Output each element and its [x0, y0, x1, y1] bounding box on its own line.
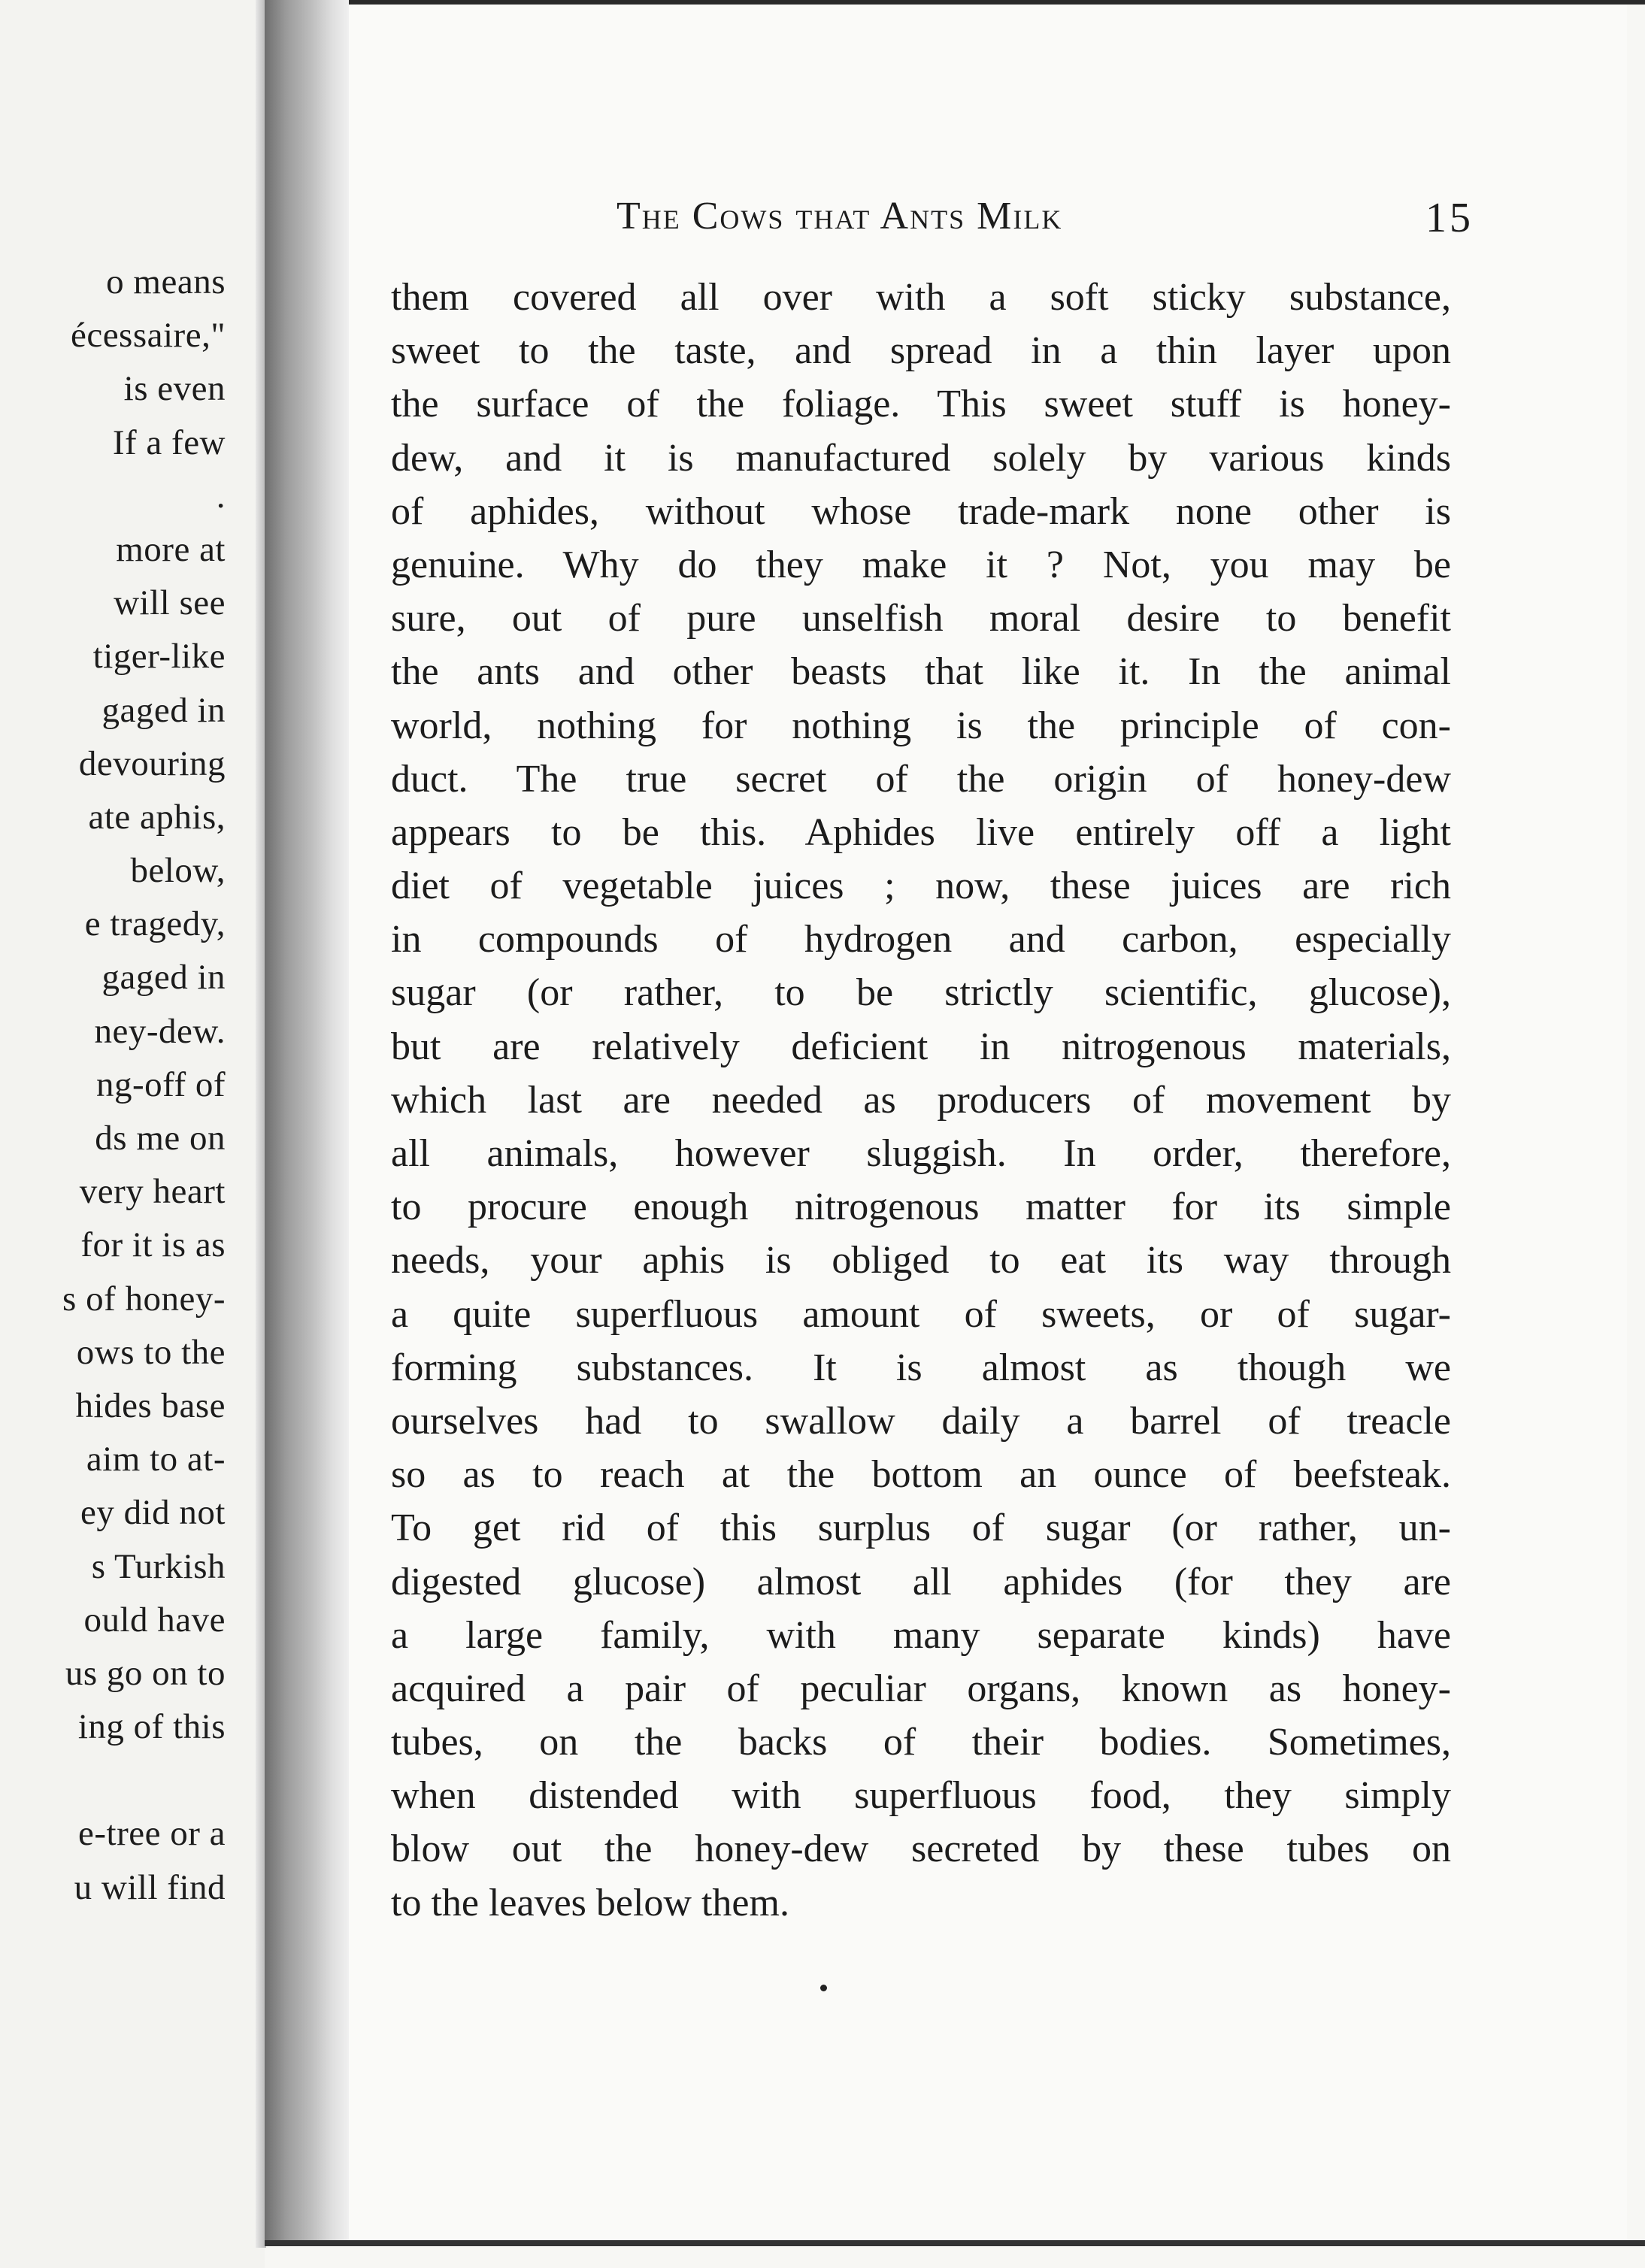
- left-page-line: ate aphis,: [88, 797, 226, 837]
- body-line: sugar (or rather, to be strictly scientific, glucose),: [391, 971, 1451, 1015]
- body-line: them covered all over with a soft sticky substance,: [391, 276, 1451, 319]
- left-page-line: écessaire,": [70, 316, 226, 356]
- left-page: [0, 0, 265, 2268]
- left-page-line: is even: [123, 369, 226, 409]
- left-page-line: devouring: [78, 743, 226, 783]
- left-page-line: hides base: [75, 1385, 226, 1425]
- body-line: to the leaves below them.: [391, 1881, 789, 1924]
- left-page-line: tiger-like: [92, 637, 226, 677]
- left-page-line: aim to at-: [86, 1440, 226, 1479]
- body-line: to procure enough nitrogenous matter for its simple: [391, 1185, 1451, 1229]
- body-line: To get rid of this surplus of sugar (or rather, un-: [391, 1506, 1451, 1550]
- left-page-line: If a few: [112, 422, 226, 462]
- ink-dot: [820, 1985, 827, 1991]
- left-page-line: gaged in: [101, 958, 226, 998]
- body-line: when distended with superfluous food, they simply: [391, 1774, 1451, 1818]
- running-head: [616, 194, 1474, 241]
- left-page-line: below,: [130, 851, 226, 891]
- body-line: acquired a pair of peculiar organs, known as honey-: [391, 1667, 1451, 1710]
- left-page-line: ing of this: [77, 1707, 226, 1747]
- left-page-line: ould have: [83, 1600, 226, 1640]
- body-line: sure, out of pure unselfish moral desire to benefit: [391, 597, 1451, 640]
- bottom-edge: [265, 2240, 1645, 2246]
- body-text: [391, 271, 1451, 1930]
- body-line: the ants and other beasts that like it. In the animal: [391, 650, 1451, 694]
- body-line: a large family, with many separate kinds) have: [391, 1613, 1451, 1657]
- body-line: in compounds of hydrogen and carbon, especially: [391, 918, 1451, 961]
- left-page-line: will see: [114, 583, 226, 623]
- body-line: ourselves had to swallow daily a barrel of treacle: [391, 1399, 1451, 1443]
- body-line: so as to reach at the bottom an ounce of beefsteak.: [391, 1453, 1451, 1497]
- body-line: digested glucose) almost all aphides (for they are: [391, 1560, 1451, 1603]
- left-page-line: o means: [106, 262, 226, 301]
- left-page-line: us go on to: [65, 1653, 226, 1693]
- book-gutter: [265, 0, 349, 2240]
- left-page-line: very heart: [79, 1172, 226, 1212]
- body-line: needs, your aphis is obliged to eat its way through: [391, 1239, 1451, 1282]
- top-edge: [349, 0, 1645, 5]
- body-line: which last are needed as producers of movement by: [391, 1078, 1451, 1122]
- left-page-line: u will find: [74, 1867, 226, 1907]
- left-page-line: e-tree or a: [78, 1814, 226, 1854]
- left-page-text: [0, 256, 226, 1915]
- body-line: forming substances. It is almost as though we: [391, 1346, 1451, 1389]
- left-page-line: e tragedy,: [84, 904, 226, 944]
- left-page-line: ds me on: [95, 1119, 226, 1158]
- left-page-line: ney-dew.: [94, 1011, 226, 1051]
- left-page-line: more at: [116, 529, 226, 569]
- body-line: sweet to the taste, and spread in a thin layer upon: [391, 329, 1451, 373]
- left-page-line: gaged in: [101, 690, 226, 730]
- body-line: blow out the honey-dew secreted by these tubes on: [391, 1827, 1451, 1871]
- body-line: dew, and it is manufactured solely by various kinds: [391, 436, 1451, 480]
- body-line: all animals, however sluggish. In order, therefore,: [391, 1132, 1451, 1175]
- left-page-line: s Turkish: [91, 1546, 226, 1586]
- body-line: genuine. Why do they make it ? Not, you may be: [391, 543, 1451, 586]
- left-page-line: ey did not: [80, 1493, 226, 1533]
- left-page-line: s of honey-: [62, 1279, 226, 1319]
- body-line: diet of vegetable juices ; now, these juices are rich: [391, 865, 1451, 908]
- page-number: 15: [1425, 195, 1474, 241]
- left-page-line: ows to the: [76, 1332, 226, 1372]
- body-line: world, nothing for nothing is the principle of con-: [391, 704, 1451, 747]
- body-line: but are relatively deficient in nitrogenous materials,: [391, 1025, 1451, 1068]
- body-line: of aphides, without whose trade-mark none other is: [391, 489, 1451, 533]
- body-line: tubes, on the backs of their bodies. Sometimes,: [391, 1721, 1451, 1764]
- body-line: a quite superfluous amount of sweets, or of sugar-: [391, 1292, 1451, 1336]
- running-title: The Cows that Ants Milk: [616, 195, 1063, 238]
- left-page-line: [0, 1754, 226, 1807]
- body-line: the surface of the foliage. This sweet stuff is honey-: [391, 383, 1451, 426]
- left-page-line: .: [216, 476, 226, 516]
- left-page-line: for it is as: [80, 1225, 226, 1265]
- body-line: appears to be this. Aphides live entirely off a light: [391, 810, 1451, 854]
- body-line: duct. The true secret of the origin of honey-dew: [391, 757, 1451, 801]
- left-page-line: ng-off of: [95, 1064, 226, 1104]
